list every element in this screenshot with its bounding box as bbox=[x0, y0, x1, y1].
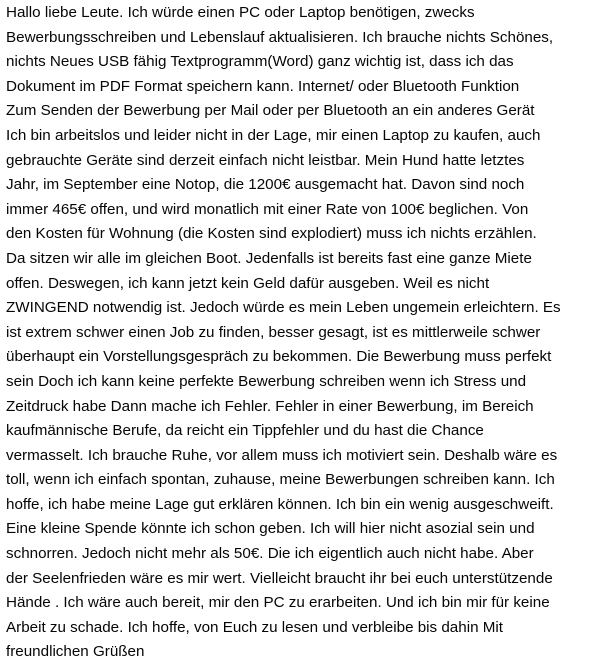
post-line: Da sitzen wir alle im gleichen Boot. Jedenfalls ist bereits fast eine ganze Miete bbox=[6, 249, 532, 267]
post-line: kaufmännische Berufe, da reicht ein Tippfehler und du hast die Chance bbox=[6, 422, 484, 440]
post-line: gebrauchte Geräte sind derzeit einfach nicht leistbar. Mein Hund hatte letztes bbox=[6, 151, 525, 169]
post-line: sein Doch ich kann keine perfekte Bewerbung schreiben wenn ich Stress und bbox=[6, 372, 527, 390]
post-line: Eine kleine Spende könnte ich schon geben. Ich will hier nicht asozial sein und bbox=[6, 520, 535, 538]
post-line: ist extrem schwer einen Job zu finden, besser gesagt, ist es mittlerweile schwer bbox=[6, 323, 541, 341]
post-line: offen. Deswegen, ich kann jetzt kein Geld dafür ausgeben. Weil es nicht bbox=[6, 274, 490, 292]
post-line: hoffe, ich habe meine Lage gut erklären können. Ich bin ein wenig ausgeschweift. bbox=[6, 495, 554, 513]
post-line: vermasselt. Ich brauche Ruhe, vor allem muss ich motiviert sein. Deshalb wäre es bbox=[6, 446, 558, 464]
post-line: Ich bin arbeitslos und leider nicht in der Lage, mir einen Laptop zu kaufen, auch bbox=[6, 126, 541, 144]
post-line: immer 465€ offen, und wird monatlich mit einer Rate von 100€ beglichen. Von bbox=[6, 200, 529, 218]
post-line: toll, wenn ich einfach spontan, zuhause, meine Bewerbungen schreiben kann. Ich bbox=[6, 471, 555, 489]
post-line: Hallo liebe Leute. Ich würde einen PC oder Laptop benötigen, zwecks bbox=[6, 4, 475, 21]
post-line: nichts Neues USB fähig Textprogramm(Word) ganz wichtig ist, dass ich das bbox=[6, 53, 514, 71]
post-line: überhaupt ein Vorstellungsgespräch zu bekommen. Die Bewerbung muss perfekt bbox=[6, 348, 552, 366]
post-line: Jahr, im September eine Notop, die 1200€ ausgemacht hat. Davon sind noch bbox=[6, 176, 525, 194]
post-line: Hände . Ich wäre auch bereit, mir den PC zu erarbeiten. Und ich bin mir für keine bbox=[6, 594, 550, 612]
post-line: Arbeit zu schade. Ich hoffe, von Euch zu lesen und verbleibe bis dahin Mit bbox=[6, 618, 503, 636]
post-line: Zum Senden der Bewerbung per Mail oder per Bluetooth an ein anderes Gerät bbox=[6, 102, 535, 120]
post-line: ZWINGEND notwendig ist. Jedoch würde es mein Leben ungemein erleichtern. Es bbox=[6, 299, 561, 317]
post-line: den Kosten für Wohnung (die Kosten sind explodiert) muss ich nichts erzählen. bbox=[6, 225, 537, 243]
post-line: Zeitdruck habe Dann mache ich Fehler. Fehler in einer Bewerbung, im Bereich bbox=[6, 397, 534, 415]
post-line: Bewerbungsschreiben und Lebenslauf aktualisieren. Ich brauche nichts Schönes, bbox=[6, 28, 554, 46]
post-line: schnorren. Jedoch nicht mehr als 50€. Die ich eigentlich auch nicht habe. Aber bbox=[6, 545, 534, 563]
post-line: Dokument im PDF Format speichern kann. Internet/ oder Bluetooth Funktion bbox=[6, 77, 520, 95]
post-line: freundlichen Grüßen bbox=[6, 643, 145, 661]
post-line: der Seelenfrieden wäre es mir wert. Vielleicht braucht ihr bei euch unterstützende bbox=[6, 569, 553, 587]
